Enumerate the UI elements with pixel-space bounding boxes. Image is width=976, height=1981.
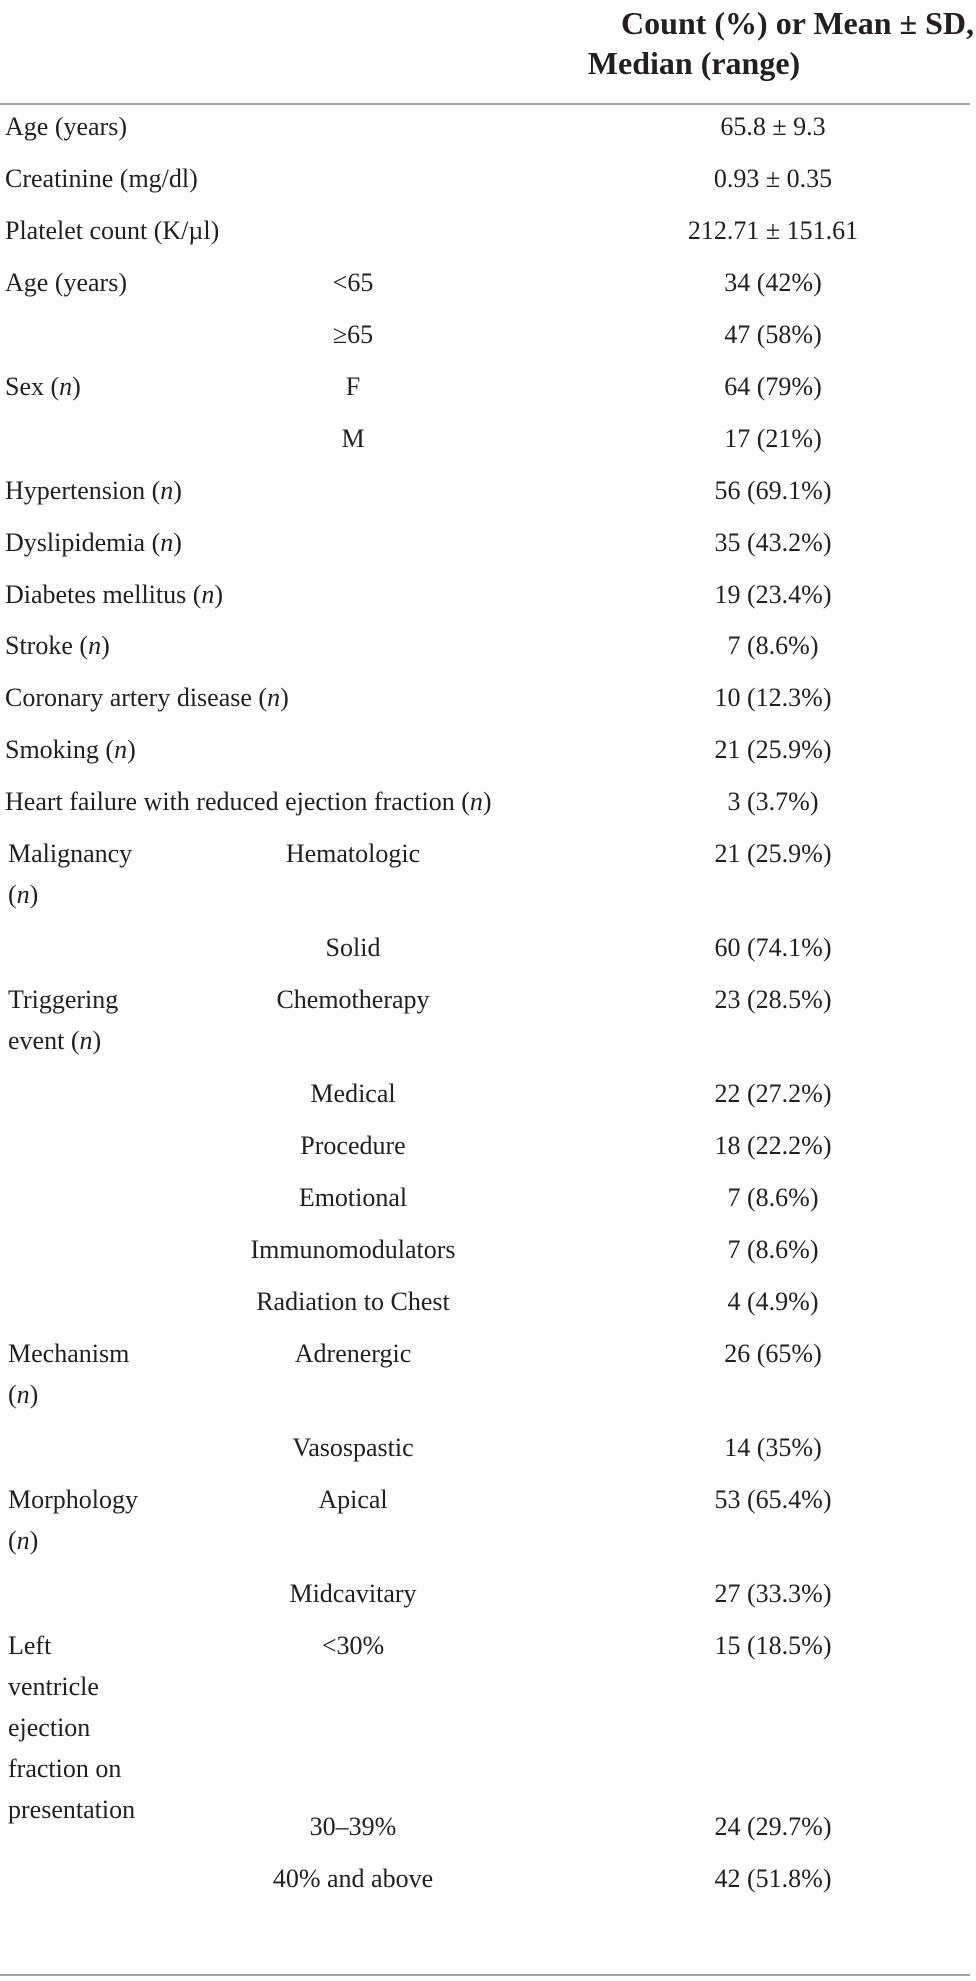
row-label-line: event (n) [8, 1026, 102, 1055]
row-value: 64 (79%) [724, 372, 822, 401]
header-rule [0, 103, 970, 105]
row-value: 4 (4.9%) [727, 1287, 819, 1316]
row-label: Coronary artery disease (n) [5, 683, 289, 712]
row-label: Smoking (n) [5, 735, 136, 764]
row-label: Creatinine (mg/dl) [5, 164, 198, 193]
column-header-line-2: Median (range) [587, 45, 801, 81]
row-label-line: Triggering [8, 985, 119, 1014]
row-subcategory: ≥65 [332, 320, 374, 349]
row-label: Age (years) [5, 268, 127, 297]
row-value: 24 (29.7%) [714, 1812, 832, 1841]
row-value: 53 (65.4%) [714, 1485, 832, 1514]
row-subcategory: Procedure [300, 1131, 406, 1160]
row-label-line: presentation [8, 1795, 136, 1824]
row-subcategory: Hematologic [285, 839, 421, 868]
row-label-line: ventricle [8, 1672, 99, 1701]
row-subcategory: Vasospastic [292, 1433, 414, 1462]
row-value: 47 (58%) [724, 320, 822, 349]
row-label-line: ejection [8, 1713, 91, 1742]
row-label [8, 979, 118, 1061]
row-subcategory: Emotional [298, 1183, 408, 1212]
row-value: 14 (35%) [724, 1433, 822, 1462]
bottom-rule [0, 1974, 970, 1976]
row-label-line: Morphology [8, 1485, 138, 1514]
row-label [8, 1333, 129, 1415]
row-label-line: (n) [8, 1380, 39, 1409]
row-label: Sex (n) [5, 372, 81, 401]
row-label: Platelet count (K/µl) [5, 216, 220, 245]
row-value: 15 (18.5%) [714, 1631, 832, 1660]
row-value: 56 (69.1%) [714, 476, 832, 505]
row-subcategory: <30% [321, 1631, 385, 1660]
row-value: 22 (27.2%) [714, 1079, 832, 1108]
row-subcategory: Chemotherapy [276, 985, 430, 1014]
column-header-line-1: Count (%) or Mean ± SD, [621, 5, 974, 41]
row-value: 60 (74.1%) [714, 933, 832, 962]
row-subcategory: F [345, 372, 361, 401]
row-label: Age (years) [5, 112, 127, 141]
row-subcategory: M [341, 424, 365, 453]
row-subcategory: Solid [325, 933, 381, 962]
row-label: Hypertension (n) [5, 476, 182, 505]
row-value: 0.93 ± 0.35 [713, 164, 833, 193]
row-label-line: (n) [8, 1526, 39, 1555]
row-subcategory: Apical [318, 1485, 388, 1514]
row-value: 27 (33.3%) [714, 1579, 832, 1608]
row-value: 7 (8.6%) [727, 1235, 819, 1264]
row-value: 21 (25.9%) [714, 839, 832, 868]
row-label [8, 1625, 135, 1830]
row-label: Stroke (n) [5, 631, 110, 660]
row-value: 42 (51.8%) [714, 1864, 832, 1893]
row-subcategory: Adrenergic [294, 1339, 412, 1368]
row-label: Diabetes mellitus (n) [5, 580, 224, 609]
row-subcategory: Immunomodulators [250, 1235, 456, 1264]
row-subcategory: Medical [310, 1079, 396, 1108]
row-value: 23 (28.5%) [714, 985, 832, 1014]
row-value: 10 (12.3%) [714, 683, 832, 712]
row-value: 19 (23.4%) [714, 580, 832, 609]
row-label-line: fraction on [8, 1754, 122, 1783]
row-label: Heart failure with reduced ejection fraction (n) [5, 787, 492, 816]
row-subcategory: Radiation to Chest [256, 1287, 450, 1316]
row-value: 3 (3.7%) [727, 787, 819, 816]
row-label-line: Malignancy [8, 839, 133, 868]
row-subcategory: Midcavitary [289, 1579, 417, 1608]
row-subcategory: <65 [332, 268, 374, 297]
row-value: 7 (8.6%) [727, 1183, 819, 1212]
row-label [8, 833, 132, 915]
row-value: 65.8 ± 9.3 [720, 112, 826, 141]
row-value: 7 (8.6%) [727, 631, 819, 660]
row-value: 35 (43.2%) [714, 528, 832, 557]
row-label-line: Left [8, 1631, 52, 1660]
row-value: 17 (21%) [724, 424, 822, 453]
row-value: 34 (42%) [724, 268, 822, 297]
row-value: 212.71 ± 151.61 [687, 216, 859, 245]
row-value: 21 (25.9%) [714, 735, 832, 764]
row-subcategory: 40% and above [272, 1864, 434, 1893]
row-value: 18 (22.2%) [714, 1131, 832, 1160]
row-label-line: Mechanism [8, 1339, 130, 1368]
row-label [8, 1479, 138, 1561]
row-value: 26 (65%) [724, 1339, 822, 1368]
row-subcategory: 30–39% [309, 1812, 397, 1841]
row-label: Dyslipidemia (n) [5, 528, 182, 557]
row-label-line: (n) [8, 880, 39, 909]
